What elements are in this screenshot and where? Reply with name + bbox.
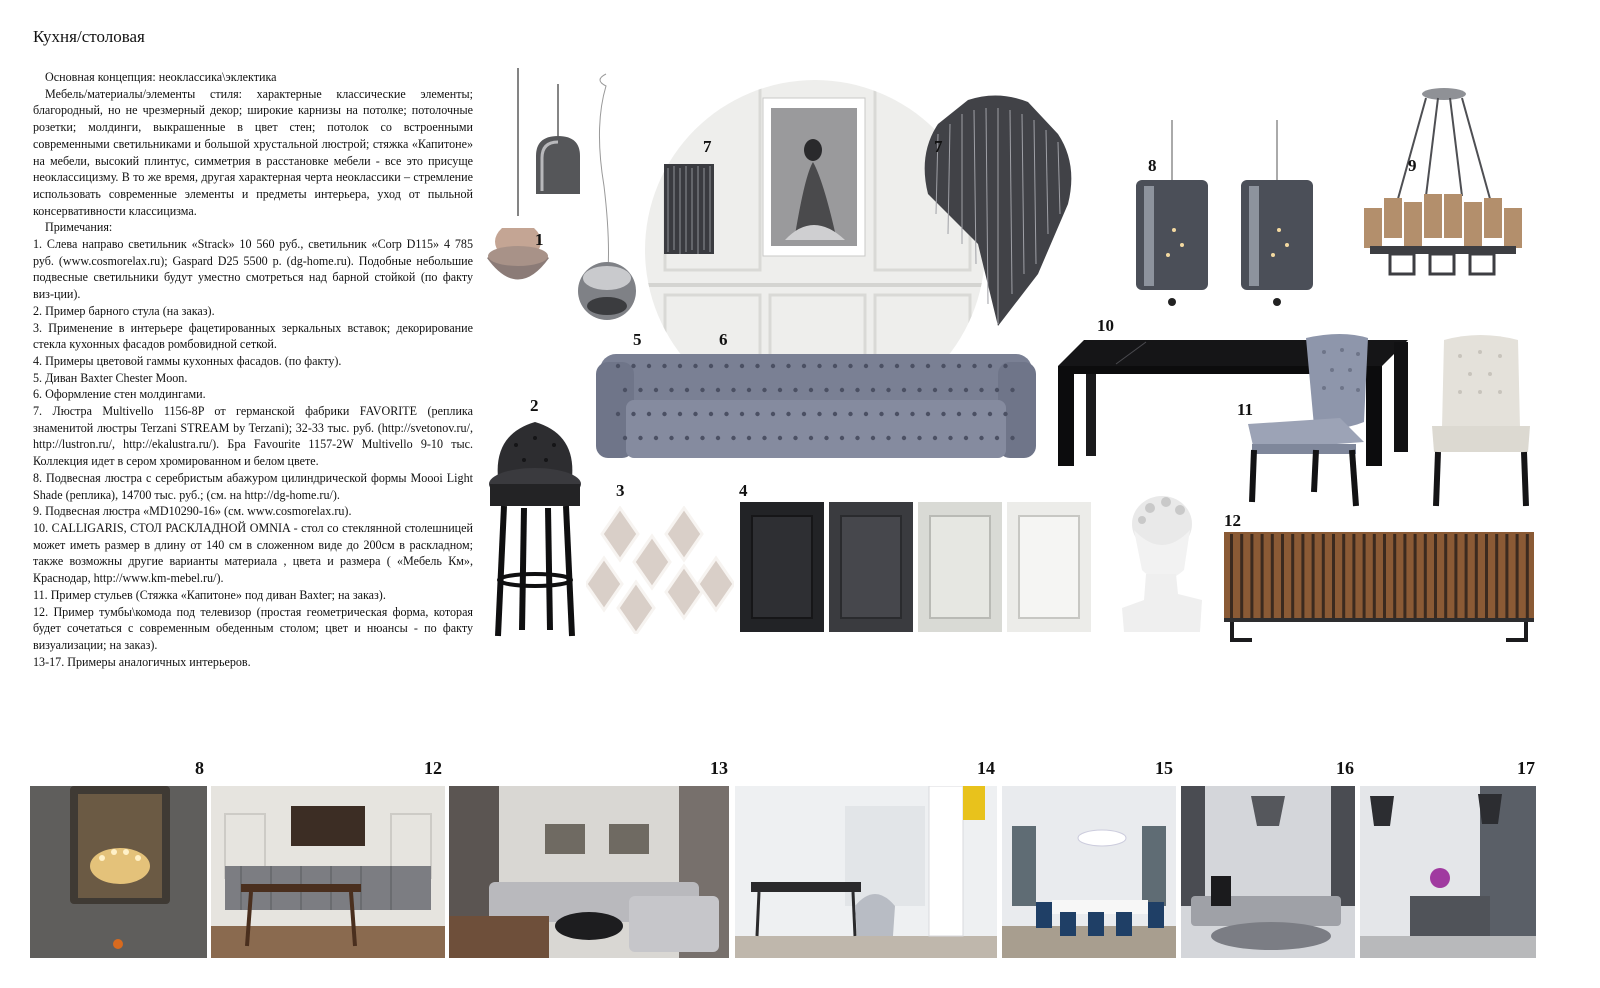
thumb-label-15: 15 (1155, 758, 1173, 778)
crystal-chandelier-image (1360, 86, 1526, 278)
dining-chair-cream-image (1430, 334, 1532, 510)
label-pendants: 1 (535, 230, 544, 249)
interior-photo-16 (1181, 786, 1355, 958)
thumb-label-17: 17 (1517, 758, 1535, 778)
description-paragraph: 2. Пример барного стула (на заказ). (33, 303, 215, 318)
stream-chandelier-image (918, 94, 1080, 330)
description-paragraph: 8. Подвесная люстра с серебристым абажуром цилиндрической формы Moooi Light Shade (реплика), 14700 тыс. руб.; (см. на http://dg-home.ru/). (33, 470, 473, 502)
description-paragraph: 7. Люстра Multivello 1156-8P от германской фабрики FAVORITE (реплика знаменитой люстры Terzani STREAM by Terzani); 32-33 тыс. руб. (http://svetonov.ru/, http://lustron.ru/, http://ekalustra.ru/). Бра Favourite 1157-2W Multivello 9-10 тыс. Коллекция идет в сером хромированном и белом цвете. (33, 404, 473, 469)
label-bar-stool: 2 (530, 396, 539, 415)
description-paragraph: 10. CALLIGARIS, СТОЛ РАСКЛАДНОЙ OMNIA - стол со стеклянной столешницей может иметь размер в длину от 140 см в сложенном виде до 200см в раскладном; также возможны другие варианты материала , цвета и размера ( «Мебель Км», Краснодар, http://www.km-mebel.ru/). (33, 520, 473, 586)
thumb-label-16: 16 (1336, 758, 1354, 778)
bar-stool-image (486, 420, 584, 640)
label-sconce: 7 (703, 137, 712, 156)
label-chandelier-stream: 7 (934, 137, 943, 156)
label-chairs: 11 (1237, 400, 1254, 419)
interior-photo-15 (1002, 786, 1176, 958)
cylinder-shade-lamps-image (1130, 120, 1320, 310)
interior-photo-14 (735, 786, 997, 958)
label-chandelier-md: 9 (1408, 156, 1417, 175)
label-facades: 4 (739, 481, 748, 500)
interior-photo-17 (1360, 786, 1536, 958)
description-paragraph: 5. Диван Baxter Chester Moon. (33, 370, 188, 385)
description-paragraph: Основная концепция: неоклассика\эклектика (45, 70, 277, 84)
label-mirror-tiles: 3 (616, 481, 625, 500)
dining-chair-blue-image (1244, 332, 1374, 512)
description-paragraph: 6. Оформление стен молдингами. (33, 387, 206, 402)
sideboard-image (1222, 530, 1536, 642)
description-paragraph: 1. Слева направо светильник «Strack» 10 560 руб., светильник «Corp D115» 4 785 руб. (www.cosmorelax.ru); Gaspard D25 5500 р. (dg-home.ru). Подобные небольшие подвесные светильники будут уместно смотреться над барной стойкой (по факту виз-ции). (33, 237, 473, 302)
label-shade-lamps: 8 (1148, 156, 1157, 175)
david-bust-image (1114, 490, 1206, 634)
chester-sofa-image (596, 350, 1036, 464)
thumb-label-14: 14 (977, 758, 995, 778)
pendant-lamps-image (484, 66, 646, 326)
description-paragraph: 3. Применение в интерьере фацетированных зеркальных вставок; декорирование стекла кухонных фасадов ромбовидной сеткой. (33, 320, 473, 352)
wall-sconce-image (660, 160, 718, 258)
description-paragraph: Мебель/материалы/элементы стиля: характерные классические элементы; благородный, но не чрезмерный декор; широкие карнизы на потолке; потолочные розетки; молдинги, выкрашенные в цвет стен; потолок со встроенными современными светильниками и большой хрустальной люстрой; стяжка «Капитоне» на мебели, высокий плинтус, симметрия в расстановке мебели - все это присуще неоклассицизму. В то же время, другая характерная черта неоклассики – стремление использовать современные элементы и предметы интерьера, уход от пыльной консервативности классицизма. (33, 86, 473, 218)
label-sofa: 5 (633, 330, 642, 349)
thumb-label-12: 12 (424, 758, 442, 778)
description-paragraph: Примечания: (45, 220, 113, 235)
thumb-label-13: 13 (710, 758, 728, 778)
description-paragraph: 13-17. Примеры аналогичных интерьеров. (33, 654, 251, 669)
interior-photo-8 (30, 786, 207, 958)
label-table: 10 (1097, 316, 1114, 335)
interior-photo-12 (211, 786, 445, 958)
concept-description (33, 69, 473, 670)
label-sideboard: 12 (1224, 511, 1241, 530)
thumb-label-8: 8 (195, 758, 204, 778)
interior-photo-13 (449, 786, 729, 958)
description-paragraph: 12. Пример тумбы\комода под телевизор (простая геометрическая форма, которая будет сочетаться с современным обеденным столом; цвет и нюансы - по факту визуализации; на заказ). (33, 604, 473, 652)
page-title: Кухня/столовая (33, 27, 145, 46)
kitchen-facade-samples (740, 500, 1092, 634)
description-paragraph: 4. Примеры цветовой гаммы кухонных фасадов. (по факту). (33, 353, 342, 368)
description-paragraph: 11. Пример стульев (Стяжка «Капитоне» под диван Baxter; на заказ). (33, 587, 386, 602)
mirror-tiles-image (586, 506, 734, 634)
description-paragraph: 9. Подвесная люстра «MD10290-16» (см. www.cosmorelax.ru). (33, 504, 352, 519)
label-moldings: 6 (719, 330, 728, 349)
